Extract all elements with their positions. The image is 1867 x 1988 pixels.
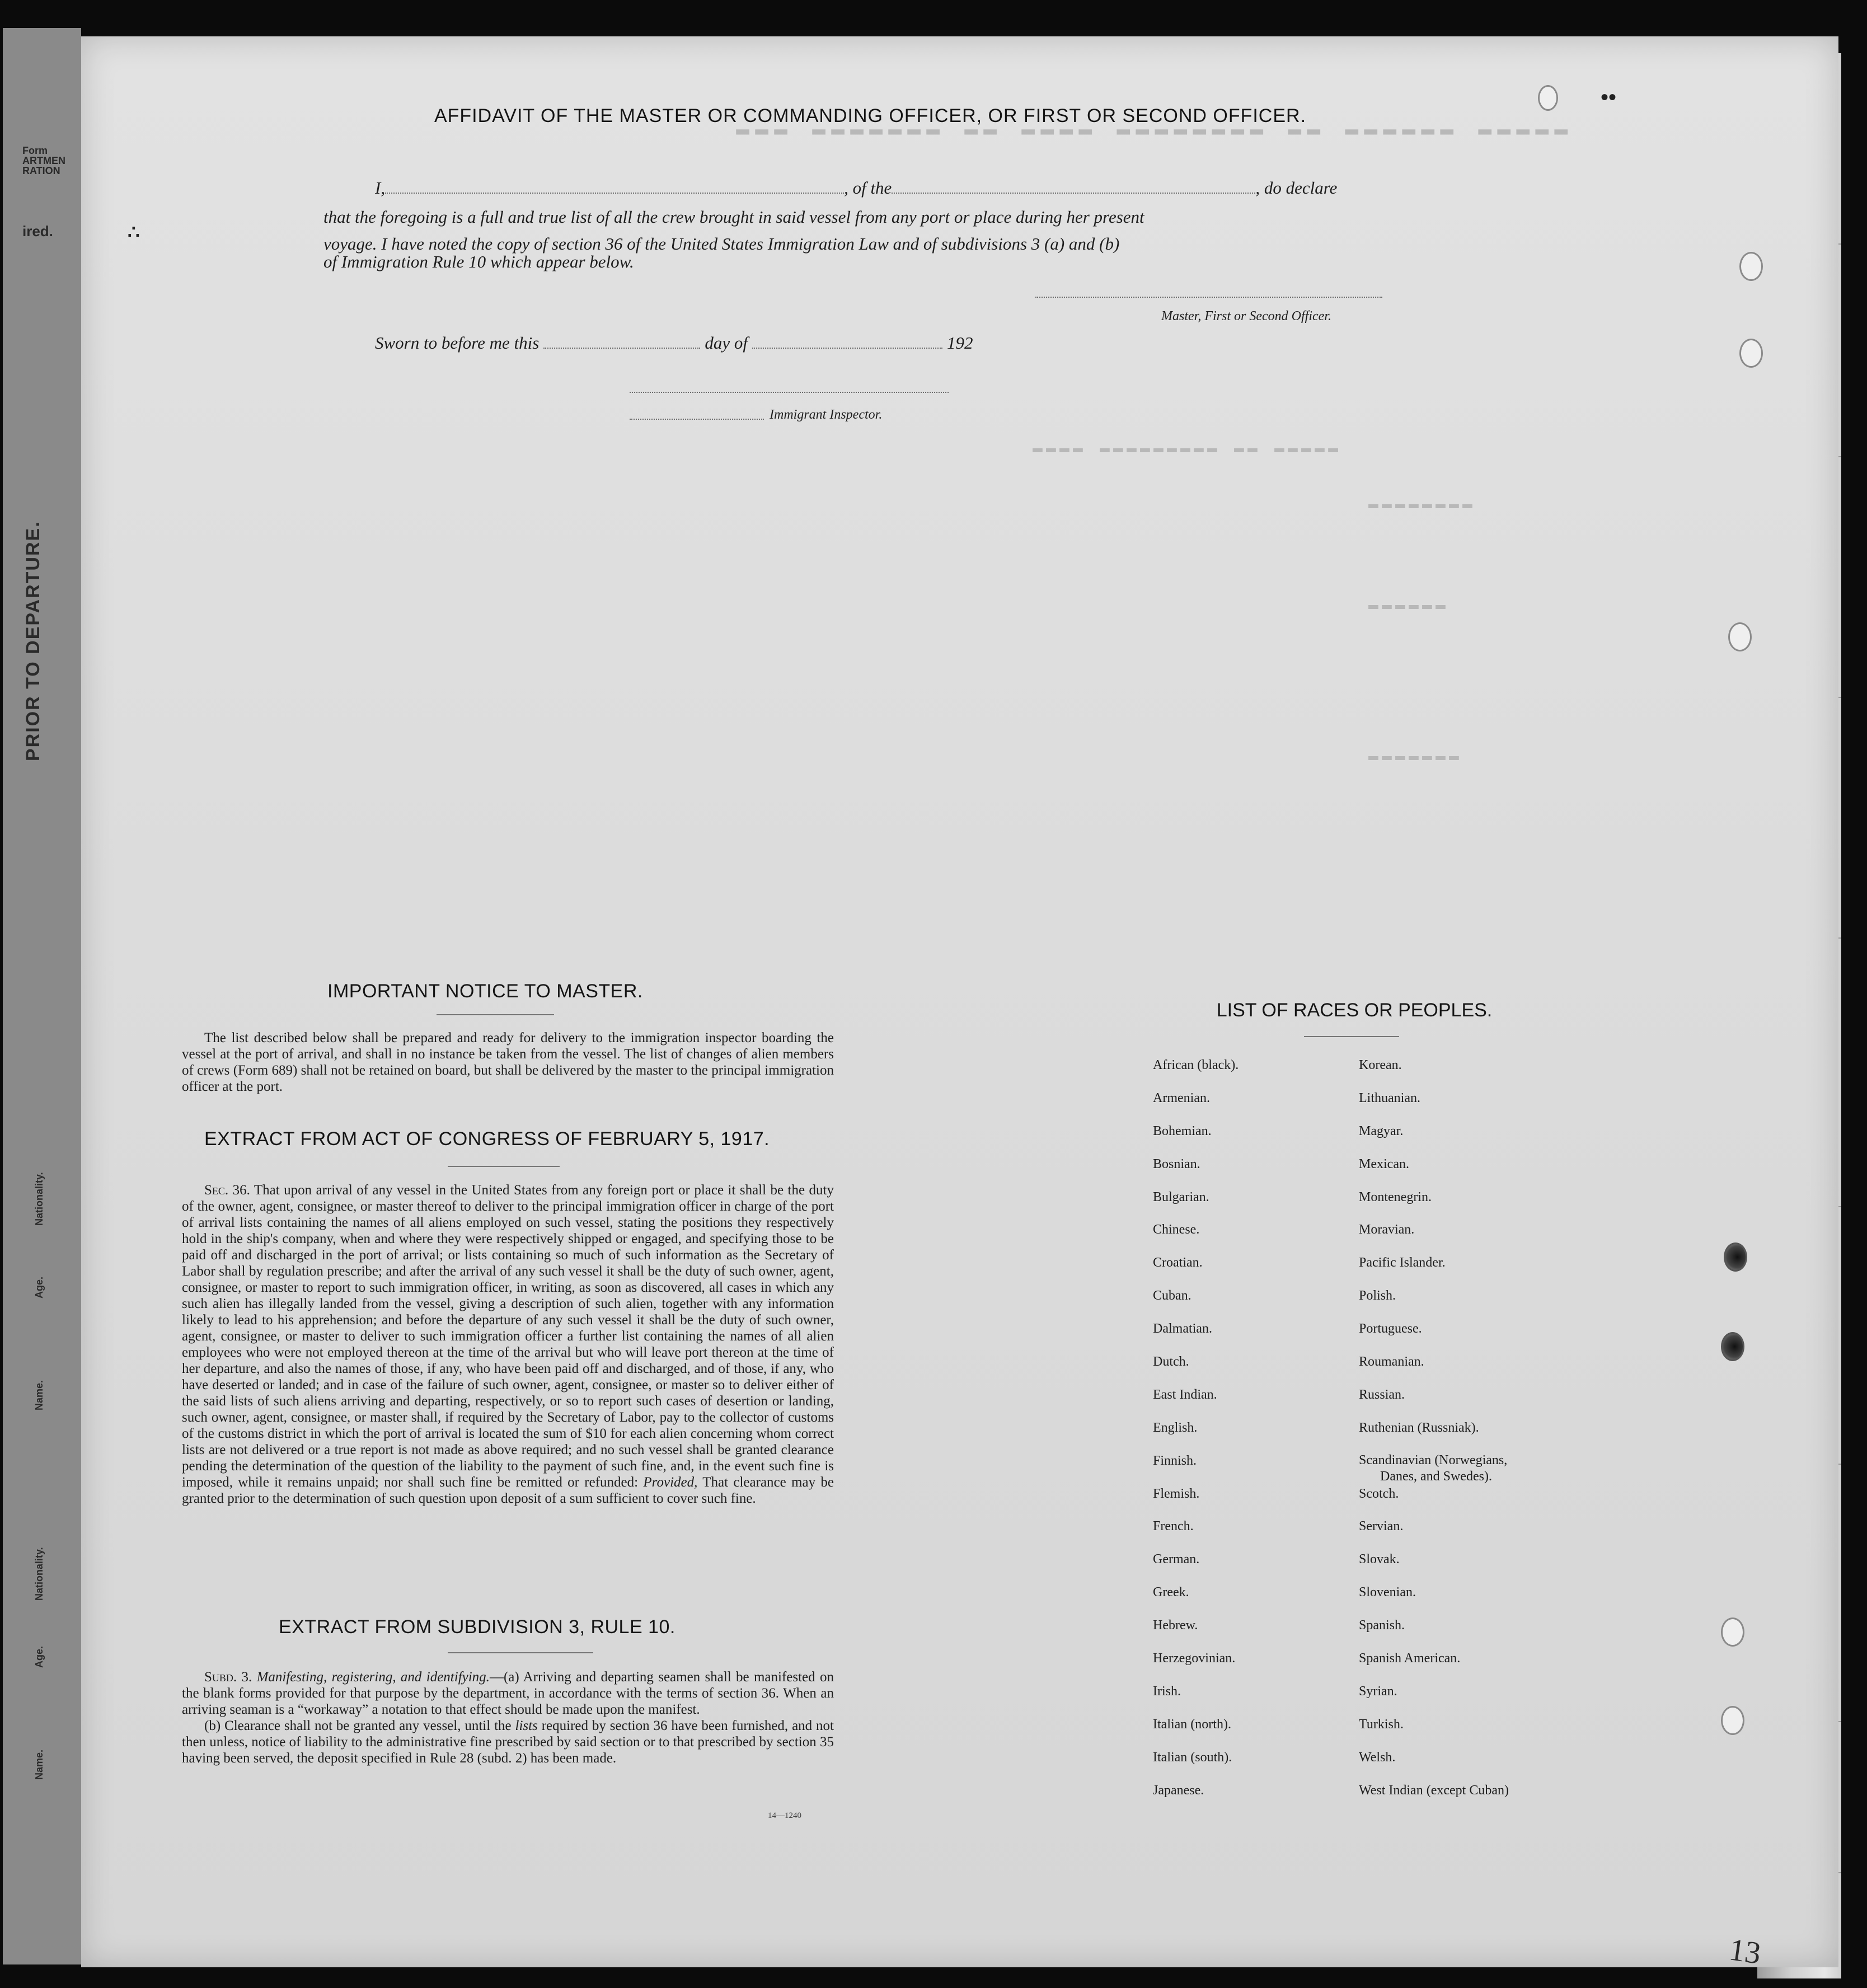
race-item: Spanish American. — [1359, 1651, 1461, 1666]
act-body-end: That clearance may be granted prior to the determination of such question upon deposit of a sum sufficient to cover such fine. — [182, 1475, 834, 1506]
notice-text — [182, 1030, 834, 1095]
race-item: Roumanian. — [1359, 1354, 1424, 1370]
race-item: Turkish. — [1359, 1717, 1404, 1732]
race-item: Chinese. — [1153, 1222, 1200, 1237]
rule-text — [182, 1669, 834, 1766]
inspector-signature-line-short[interactable] — [630, 419, 764, 420]
race-item: Bulgarian. — [1153, 1189, 1209, 1204]
i-label: I, — [375, 178, 386, 198]
races-title: LIST OF RACES OR PEOPLES. — [1216, 1000, 1493, 1021]
race-item: Scotch. — [1359, 1486, 1399, 1501]
name-label: Name. — [34, 1380, 45, 1410]
race-item: Finnish. — [1153, 1453, 1197, 1468]
notice-title: IMPORTANT NOTICE TO MASTER. — [327, 981, 643, 1002]
divider — [1304, 1036, 1399, 1037]
declaration-text: voyage. I have noted the copy of section 36 of the United States Immigration Law and of subdivisions 3 (a) and (b) — [323, 234, 1120, 254]
nationality-label: Nationality. — [34, 1547, 45, 1601]
races-left-column — [1153, 1057, 1239, 1814]
nationality-label: Nationality. — [34, 1172, 45, 1226]
prior-to-departure-label: PRIOR TO DEPARTURE. — [22, 521, 44, 761]
race-item: Polish. — [1359, 1288, 1396, 1304]
subdivision-label: Subd. 3. — [204, 1670, 252, 1685]
declaration-text: that the foregoing is a full and true list of all the crew brought in said vessel from any port or place during her present — [323, 207, 1144, 227]
race-item: Montenegrin. — [1359, 1189, 1432, 1204]
subdivision-b-text-end: required by section 36 have been furnished, and not then unless, notice of liability to the administrative fine prescribed by said section or to that prescribed by section 35 having been served, the deposit specified in Rule 28 (subd. 2) has been made. — [182, 1718, 834, 1766]
race-item: French. — [1153, 1519, 1194, 1534]
binder-hole — [1739, 252, 1763, 281]
name-label: Name. — [34, 1749, 45, 1780]
signature-line[interactable] — [1035, 297, 1382, 298]
race-item: Magyar. — [1359, 1123, 1404, 1138]
affidavit-title: AFFIDAVIT OF THE MASTER OR COMMANDING OFFICER, OR FIRST OR SECOND OFFICER. — [434, 105, 1307, 126]
race-item: Bosnian. — [1153, 1156, 1200, 1171]
divider — [437, 1014, 554, 1015]
race-item: Moravian. — [1359, 1222, 1415, 1237]
sworn-label: Sworn to before me this — [375, 333, 540, 353]
race-item: Greek. — [1153, 1585, 1189, 1600]
sworn-day-blank[interactable] — [543, 333, 700, 349]
signature-label: Master, First or Second Officer. — [1161, 309, 1331, 323]
race-item: Cuban. — [1153, 1288, 1191, 1304]
margin-fragment: ired. — [22, 223, 53, 240]
race-item: Russian. — [1359, 1387, 1405, 1402]
page-number-mark: 13 — [1727, 1932, 1763, 1971]
master-name-blank[interactable] — [385, 178, 844, 194]
race-item: Spanish. — [1359, 1618, 1405, 1633]
binder-hole — [1721, 1332, 1744, 1361]
race-item: Scandinavian (Norwegians, — [1359, 1452, 1508, 1467]
race-item: Japanese. — [1153, 1783, 1204, 1798]
inspector-label: Immigrant Inspector. — [770, 407, 883, 422]
divider — [448, 1652, 593, 1653]
race-item: Armenian. — [1153, 1090, 1210, 1105]
divider — [448, 1166, 560, 1167]
day-of-label: day of — [705, 333, 748, 353]
race-item: Korean. — [1359, 1058, 1402, 1072]
race-item: Flemish. — [1153, 1486, 1200, 1501]
act-body: That upon arrival of any vessel in the United States from any foreign port or place it shall be the duty of the owner, agent, consignee, or master thereof to deliver to the principal immigration officer in charge of the port of arrival lists containing the names of all aliens employed on such vessel, stating the positions they respectively hold in the ship's company, when and where they were respectively shipped or engaged, and specifying those to be paid off and discharged in the port of arrival; or lists containing so much of such information as the Secretary of Labor shall by regulation prescribe; and after the arrival of any such vessel it shall be the duty of such owner, agent, consignee, or master to report to such immigration officer, in writing, as soon as discovered, all cases in which any such alien has illegally landed from the vessel, giving a description of such alien, together with any information likely to lead to his apprehension; and before the departure of any such vessel it shall be the duty of such owner, agent, consignee, or master to deliver to such immigration officer a further list containing the names of all alien employees who were not employed thereon at the time of the arrival but who will leave port thereon at the time of her departure, and also the names of those, if any, who have been paid off and discharged, and of those, if any, who have deserted or landed; and in case of the failure of such owner, agent, consignee, or master so to deliver either of the said lists of such aliens arriving and departing, respectively, or so to report such cases of desertion or landing, such owner, agent, consignee, or master shall, if required by the Secretary of Labor, pay to the collector of customs of the customs district in which the port of arrival is located the sum of $10 for each alien concerning whom correct lists are not delivered or a true report is not made as above required; and no such vessel shall be granted clearance pending the determination of the question of the liability to the payment of such fine, and, in the event such fine is imposed, while it remains unpaid; nor shall such fine be remitted or refunded: — [182, 1183, 834, 1490]
race-item: Servian. — [1359, 1519, 1404, 1534]
race-item: African (black). — [1153, 1058, 1239, 1072]
act-text — [182, 1182, 834, 1507]
age-label: Age. — [34, 1645, 45, 1668]
form-number: 14—1240 — [768, 1811, 801, 1820]
binder-hole — [1721, 1617, 1744, 1647]
race-item-continued: Danes, and Swedes). — [1380, 1469, 1492, 1484]
race-item: Italian (south). — [1153, 1750, 1232, 1765]
subdivision-b-label: (b) — [204, 1718, 221, 1733]
declaration-text: of Immigration Rule 10 which appear below. — [323, 252, 634, 271]
ink-mark: •• — [1601, 85, 1617, 110]
declaration-line — [375, 178, 1337, 198]
race-item: Syrian. — [1359, 1684, 1397, 1699]
race-item: Italian (north). — [1153, 1717, 1231, 1732]
race-item: Dalmatian. — [1153, 1321, 1212, 1337]
do-declare-label: , do declare — [1255, 178, 1338, 198]
notice-paragraph: The list described below shall be prepared and ready for delivery to the immigration inspector boarding the vessel at the port of arrival, and shall in no instance be taken from the vessel. The list of changes of alien members of crews (Form 689) shall not be retained on board, but shall be delivered by the master to the principal immigration officer at the port. — [182, 1030, 834, 1094]
race-item: Mexican. — [1359, 1156, 1409, 1171]
races-right-column — [1359, 1057, 1509, 1814]
sworn-month-blank[interactable] — [752, 333, 942, 349]
race-item: Dutch. — [1153, 1354, 1189, 1370]
race-item: Lithuanian. — [1359, 1090, 1420, 1105]
race-item: Croatian. — [1153, 1255, 1203, 1270]
rule-title: EXTRACT FROM SUBDIVISION 3, RULE 10. — [279, 1616, 676, 1638]
race-item: Slovak. — [1359, 1552, 1400, 1567]
vessel-name-blank[interactable] — [892, 178, 1255, 194]
race-item: Welsh. — [1359, 1750, 1396, 1765]
subdivision-b-text: Clearance shall not be granted any vessel, until the — [224, 1718, 512, 1733]
race-item: Pacific Islander. — [1359, 1255, 1446, 1270]
binder-hole — [1739, 339, 1763, 368]
section-label: Sec. 36. — [204, 1183, 250, 1198]
inspector-signature-line[interactable] — [630, 392, 949, 393]
sworn-line — [375, 333, 973, 353]
race-item: Herzegovinian. — [1153, 1651, 1236, 1666]
year-label: 192 — [946, 333, 973, 353]
underlying-form-sheet — [3, 28, 81, 1964]
binder-hole — [1538, 85, 1558, 111]
form-label-fragment: Form ARTMEN RATION — [22, 145, 65, 176]
race-item: East Indian. — [1153, 1387, 1217, 1402]
race-item: German. — [1153, 1552, 1200, 1567]
binder-hole — [1721, 1706, 1744, 1735]
race-item: English. — [1153, 1420, 1198, 1435]
race-item: Irish. — [1153, 1684, 1181, 1699]
age-label: Age. — [34, 1276, 45, 1298]
race-item: Portuguese. — [1359, 1321, 1422, 1337]
subdivision-a-text: —(a) Arriving and departing seamen shall be manifested on the blank forms provided for that purpose by the department, in accordance with the terms of section 36. When an arriving seaman is a “workaway” a notation to that effect should be made upon the manifest. — [182, 1670, 834, 1717]
race-item: Slovenian. — [1359, 1585, 1416, 1600]
of-the-label: , of the — [844, 178, 892, 198]
race-item: Hebrew. — [1153, 1618, 1198, 1633]
race-item: Ruthenian (Russniak). — [1359, 1420, 1479, 1435]
provided-label: Provided, — [643, 1475, 698, 1490]
binder-hole — [1724, 1242, 1747, 1272]
race-item: Bohemian. — [1153, 1123, 1212, 1138]
ink-mark: ∴ — [128, 222, 140, 243]
subdivision-heading: Manifesting, registering, and identifying. — [256, 1670, 490, 1685]
race-item: West Indian (except Cuban) — [1359, 1783, 1509, 1798]
act-title: EXTRACT FROM ACT OF CONGRESS OF FEBRUARY 5, 1917. — [204, 1128, 770, 1150]
lists-word: lists — [515, 1718, 538, 1733]
affidavit-page: ▬▬▬ ▬▬▬▬▬▬▬ ▬▬ ▬▬▬▬ ▬▬▬▬▬▬▬▬ ▬▬ ▬▬▬▬▬▬ ▬▬▬▬▬ ▬▬▬▬ ▬▬▬▬▬▬▬▬▬ ▬▬ ▬▬▬▬▬ ▬▬▬▬▬▬▬▬ ▬▬▬▬▬▬ ▬▬▬▬▬▬▬ — [81, 36, 1838, 1967]
binder-hole — [1728, 622, 1752, 651]
